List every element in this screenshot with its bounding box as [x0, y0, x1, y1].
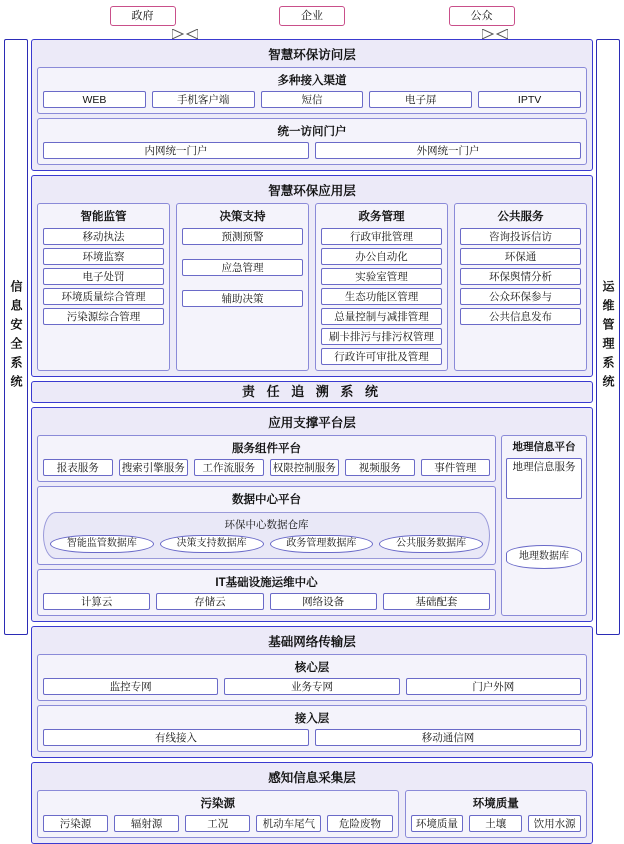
app-item-consult-complaint[interactable]: 咨询投诉信访 [460, 228, 581, 245]
responsibility-tracing-system: 责 任 追 溯 系 统 [31, 381, 593, 403]
application-layer-title: 智慧环保应用层 [268, 184, 356, 198]
service-event-management[interactable]: 事件管理 [421, 459, 491, 476]
channel-sms[interactable]: 短信 [261, 91, 364, 108]
network-layer [31, 626, 593, 758]
app-item-laboratory-management[interactable]: 实验室管理 [321, 268, 442, 285]
gis-platform-title: 地理信息平台 [512, 441, 576, 453]
access-portal-panel [37, 118, 587, 165]
app-item-total-control-emission[interactable]: 总量控制与减排管理 [321, 308, 442, 325]
gis-database[interactable]: 地理数据库 [506, 545, 582, 569]
channel-electronic-screen[interactable]: 电子屏 [369, 91, 472, 108]
core-layer-panel [37, 654, 587, 701]
role-enterprise[interactable]: 企业 [279, 6, 345, 26]
core-layer-row [43, 678, 581, 695]
access-portal-title: 统一访问门户 [277, 126, 347, 138]
infra-storage-cloud[interactable]: 存储云 [156, 593, 263, 610]
app-item-card-discharge-rights[interactable]: 刷卡排污与排污权管理 [321, 328, 442, 345]
network-portal-external[interactable]: 门户外网 [406, 678, 581, 695]
app-item-electronic-penalty[interactable]: 电子处罚 [43, 268, 164, 285]
app-item-emergency-management[interactable]: 应急管理 [182, 259, 303, 276]
support-main [37, 435, 496, 616]
service-components-panel [37, 435, 496, 482]
role-government[interactable]: 政府 [110, 6, 176, 26]
app-item-public-info-release[interactable]: 公共信息发布 [460, 308, 581, 325]
support-platform-title: 应用支撑平台层 [268, 416, 356, 430]
pollution-source-title: 污染源 [200, 798, 235, 810]
app-item-env-quality-management[interactable]: 环境质量综合管理 [43, 288, 164, 305]
network-wired-access[interactable]: 有线接入 [43, 729, 309, 746]
support-platform-layer [31, 407, 593, 622]
access-channels-panel [37, 67, 587, 114]
layers-column [31, 39, 593, 830]
pollution-item-hazardous-waste[interactable]: 危险废物 [327, 815, 392, 832]
app-item-eco-function-zone[interactable]: 生态功能区管理 [321, 288, 442, 305]
service-search-engine[interactable]: 搜索引擎服务 [119, 459, 189, 476]
it-infrastructure-row [43, 593, 490, 610]
service-report[interactable]: 报表服务 [43, 459, 113, 476]
app-item-forecast-warning[interactable]: 预测预警 [182, 228, 303, 245]
environment-quality-row [411, 815, 581, 832]
infra-compute-cloud[interactable]: 计算云 [43, 593, 150, 610]
quality-item-soil[interactable]: 土壤 [469, 815, 522, 832]
right-vertical-label: 运维管理系统 [601, 280, 615, 394]
network-monitoring-private[interactable]: 监控专网 [43, 678, 218, 695]
app-column-decision-title: 决策支持 [219, 211, 266, 223]
app-column-government-title: 政务管理 [358, 211, 405, 223]
environment-quality-panel [405, 790, 587, 838]
network-mobile-comm[interactable]: 移动通信网 [315, 729, 581, 746]
data-center-title: 数据中心平台 [232, 494, 301, 506]
environment-quality-title: 环境质量 [472, 798, 519, 810]
connector-row [4, 29, 620, 39]
network-layer-title: 基础网络传输层 [268, 635, 356, 649]
database-row [50, 535, 483, 553]
channel-iptv[interactable]: IPTV [478, 91, 581, 108]
app-item-office-automation[interactable]: 办公自动化 [321, 248, 442, 265]
it-infrastructure-title: IT基础设施运维中心 [215, 577, 318, 589]
pollution-item-source[interactable]: 污染源 [43, 815, 108, 832]
data-warehouse-stack [43, 512, 490, 559]
it-infrastructure-panel [37, 569, 496, 616]
pollution-item-working-condition[interactable]: 工况 [185, 815, 250, 832]
service-components-row [43, 459, 490, 476]
portal-extranet[interactable]: 外网统一门户 [315, 142, 581, 159]
quality-item-drinking-water[interactable]: 饮用水源 [528, 815, 581, 832]
access-layer [31, 39, 593, 171]
perception-layer-title: 感知信息采集层 [268, 771, 356, 785]
app-item-mobile-enforcement[interactable]: 移动执法 [43, 228, 164, 245]
app-item-public-opinion-analysis[interactable]: 环保舆情分析 [460, 268, 581, 285]
gis-platform-panel [501, 435, 587, 616]
app-item-decision-support[interactable]: 辅助决策 [182, 290, 303, 307]
service-permission-control[interactable]: 权限控制服务 [270, 459, 340, 476]
bowtie-connector-right [482, 29, 508, 39]
left-vertical-bar [4, 39, 28, 635]
core-layer-title: 核心层 [294, 662, 330, 674]
data-warehouse-caption: 环保中心数据仓库 [224, 519, 309, 531]
infra-basic-facilities[interactable]: 基础配套 [383, 593, 490, 610]
infra-network-devices[interactable]: 网络设备 [270, 593, 377, 610]
support-wrap [37, 435, 587, 616]
app-column-public-service-title: 公共服务 [497, 211, 544, 223]
app-column-supervision [37, 203, 170, 371]
bowtie-connector-left [172, 29, 198, 39]
left-vertical-label: 信息安全系统 [9, 280, 23, 394]
pollution-source-panel [37, 790, 399, 838]
access-net-panel [37, 705, 587, 752]
role-bar [4, 3, 620, 29]
gis-service[interactable]: 地理信息服务 [506, 458, 582, 499]
db-supervision[interactable]: 智能监管数据库 [50, 535, 154, 553]
right-vertical-bar [596, 39, 620, 635]
access-channels-title: 多种接入渠道 [277, 75, 347, 87]
role-public[interactable]: 公众 [449, 6, 515, 26]
application-layer [31, 175, 593, 377]
db-public-service[interactable]: 公共服务数据库 [379, 535, 483, 553]
perception-columns [37, 790, 587, 838]
app-column-public-service [454, 203, 587, 371]
quality-item-env-quality[interactable]: 环境质量 [411, 815, 464, 832]
pollution-source-row [43, 815, 393, 832]
diagram-body [4, 39, 620, 830]
app-item-administrative-approval[interactable]: 行政审批管理 [321, 228, 442, 245]
app-column-decision [176, 203, 309, 371]
access-net-title: 接入层 [294, 713, 330, 725]
db-government[interactable]: 政务管理数据库 [270, 535, 374, 553]
access-net-row [43, 729, 581, 746]
service-components-title: 服务组件平台 [232, 443, 301, 455]
access-portal-row [43, 142, 581, 159]
data-center-panel [37, 486, 496, 565]
perception-layer [31, 762, 593, 844]
app-item-license-approval[interactable]: 行政许可审批及管理 [321, 348, 442, 365]
app-column-government [315, 203, 448, 371]
access-channels-row [43, 91, 581, 108]
pollution-item-radiation[interactable]: 辐射源 [114, 815, 179, 832]
app-item-public-participation[interactable]: 公众环保参与 [460, 288, 581, 305]
network-business-private[interactable]: 业务专网 [224, 678, 399, 695]
channel-mobile-client[interactable]: 手机客户端 [152, 91, 255, 108]
portal-intranet[interactable]: 内网统一门户 [43, 142, 309, 159]
app-item-huanbaotong[interactable]: 环保通 [460, 248, 581, 265]
service-workflow[interactable]: 工作流服务 [194, 459, 264, 476]
channel-web[interactable]: WEB [43, 91, 146, 108]
service-video[interactable]: 视频服务 [345, 459, 415, 476]
app-item-environmental-inspection[interactable]: 环境监察 [43, 248, 164, 265]
application-columns [37, 203, 587, 371]
pollution-item-vehicle-exhaust[interactable]: 机动车尾气 [256, 815, 321, 832]
access-layer-title: 智慧环保访问层 [268, 48, 356, 62]
app-item-pollution-source-management[interactable]: 污染源综合管理 [43, 308, 164, 325]
db-decision-support[interactable]: 决策支持数据库 [160, 535, 264, 553]
app-column-supervision-title: 智能监管 [80, 211, 127, 223]
